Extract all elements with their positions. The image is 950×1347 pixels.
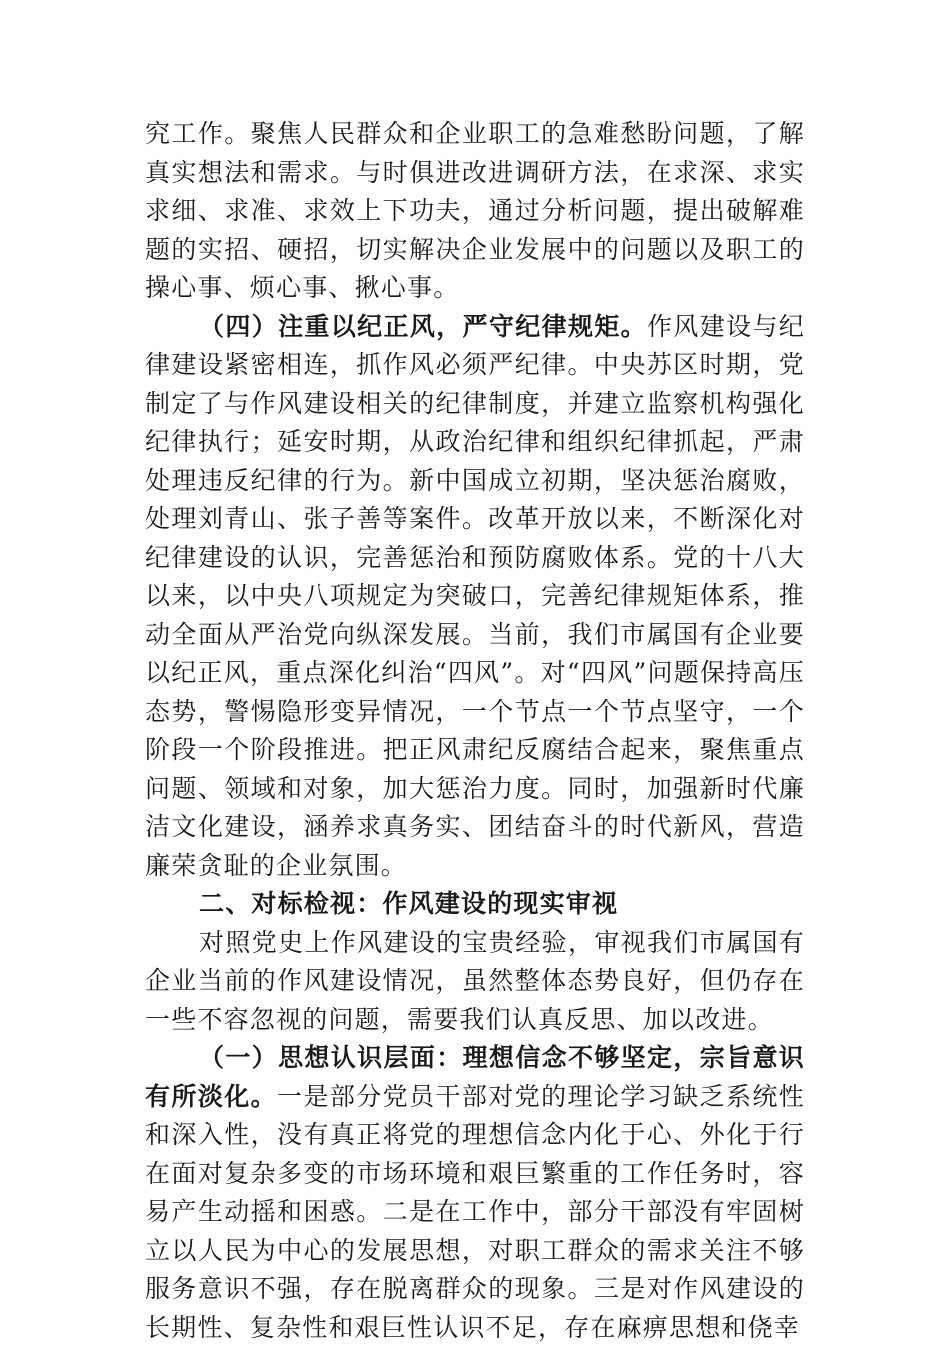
paragraph-research-work: 究工作。聚焦人民群众和企业职工的急难愁盼问题，了解真实想法和需求。与时俱进改进调研方法，在求深、求实求细、求准、求效上下功夫，通过分析问题，提出破解难题的实招、硬招，切实解决企业发展中的问题以及职工的操心事、烦心事、揪心事。 xyxy=(145,119,805,302)
chapter-heading-2: 二、对标检视：作风建设的现实审视 xyxy=(199,889,619,918)
paragraph-review-intro: 对照党史上作风建设的宝贵经验，审视我们市属国有企业当前的作风建设情况，虽然整体态势良好，但仍存在一些不容忽视的问题，需要我们认真反思、加以改进。 xyxy=(145,927,805,1034)
section-heading-1: （一）思想认识层面：理想信念不够坚定，宗旨意识有所淡化。 xyxy=(145,1043,805,1111)
section-heading-4: （四）注重以纪正风，严守纪律规矩。 xyxy=(199,311,648,341)
paragraph-ideology xyxy=(145,1039,805,1347)
paragraph-discipline xyxy=(145,308,805,886)
document-page xyxy=(145,115,805,1347)
paragraph-ideology-body: 一是部分党员干部对党的理论学习缺乏系统性和深入性，没有真正将党的理想信念内化于心、外化于行在面对复杂多变的市场环境和艰巨繁重的工作任务时，容易产生动摇和困惑。二是在工作中，部分干部没有牢固树立以人民为中心的发展思想，对职工群众的需求关注不够服务意识不强，存在脱离群众的现象。三是对作风建设的长期性、复杂性和艰巨性认识不足，存在麻痹思想和侥幸 xyxy=(145,1081,805,1342)
paragraph-discipline-body: 作风建设与纪律建设紧密相连，抓作风必须严纪律。中央苏区时期，党制定了与作风建设相关的纪律制度，并建立监察机构强化纪律执行；延安时期，从政治纪律和组织纪律抓起，严肃处理违反纪律的行为。新中国成立初期，坚决惩治腐败，处理刘青山、张子善等案件。改革开放以来，不断深化对纪律建设的认识，完善惩治和预防腐败体系。党的十八大以来，以中央八项规定为突破口，完善纪律规矩体系，推动全面从严治党向纵深发展。当前，我们市属国有企业要以纪正风，重点深化纠治“四风”。对“四风”问题保持高压态势，警惕隐形变异情况，一个节点一个节点坚守，一个阶段一个阶段推进。把正风肃纪反腐结合起来，聚焦重点问题、领域和对象，加大惩治力度。同时，加强新时代廉洁文化建设，涵养求真务实、团结奋斗的时代新风，营造廉荣贪耻的企业氛围。 xyxy=(145,311,806,880)
